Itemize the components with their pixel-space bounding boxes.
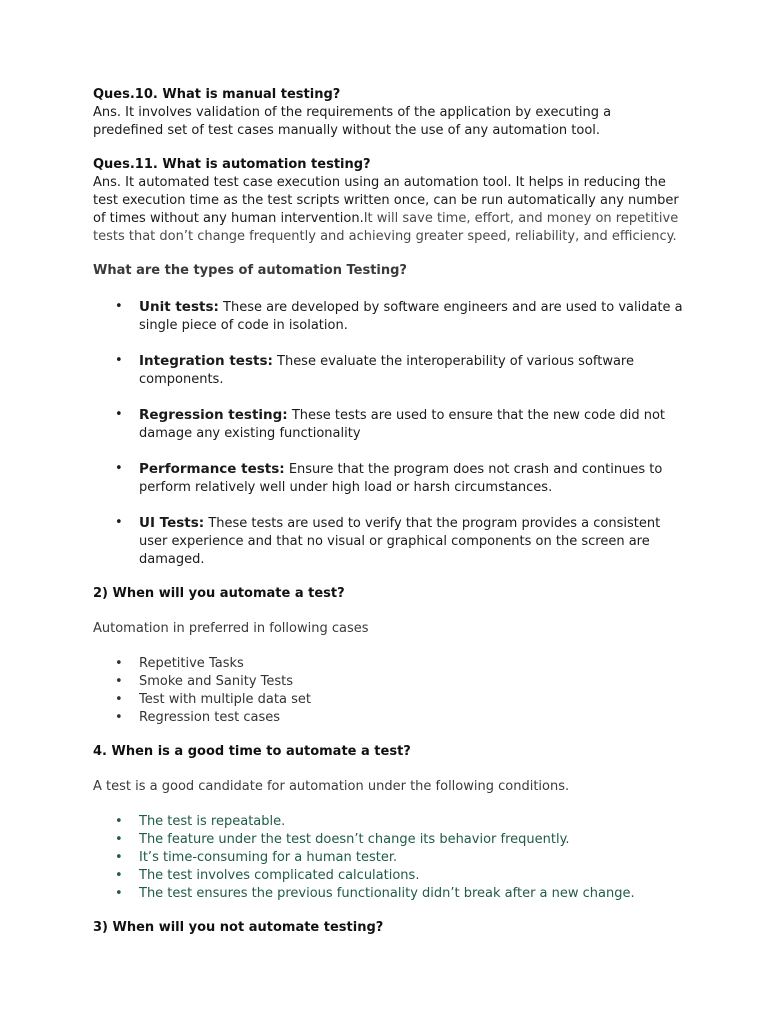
when-automate-intro: Automation in preferred in following cases [93, 621, 369, 636]
bullet-icon: • [115, 832, 123, 847]
type-desc: These tests are used to verify that the program provides a consistent user experience and that no visual or graphical components on the screen are damaged. [139, 516, 661, 567]
bullet-icon: • [115, 299, 123, 314]
q11-heading: Ques.11. What is automation testing? [93, 157, 371, 172]
list-item [93, 813, 683, 831]
type-desc: These tests are used to ensure that the new code did not damage any existing functionality [139, 408, 665, 441]
list-item-text: The feature under the test doesn’t change its behavior frequently. [139, 832, 570, 847]
list-item [93, 352, 683, 389]
list-item [93, 691, 683, 709]
list-item-text: Test with multiple data set [139, 692, 311, 707]
not-automate-heading: 3) When will you not automate testing? [93, 920, 384, 935]
list-item [93, 673, 683, 691]
bullet-icon: • [115, 814, 123, 829]
q11-answer-extra: It will save time, effort, and money on repetitive tests that don’t change frequently and achieving greater speed, reliability, and efficiency. [93, 211, 679, 244]
good-time-heading: 4. When is a good time to automate a test? [93, 744, 411, 759]
q11-answer [93, 174, 683, 246]
list-item [93, 867, 683, 885]
bullet-icon: • [115, 710, 123, 725]
q10-heading: Ques.10. What is manual testing? [93, 87, 341, 102]
document-page [93, 86, 683, 937]
list-item [93, 460, 683, 497]
list-item-text: The test ensures the previous functionality didn’t break after a new change. [139, 886, 635, 901]
list-item-text: Repetitive Tasks [139, 656, 244, 671]
list-item-text: The test involves complicated calculations. [139, 868, 420, 883]
good-time-intro: A test is a good candidate for automation under the following conditions. [93, 779, 570, 794]
q11-answer-main: Ans. It automated test case execution using an automation tool. It helps in reducing the test execution time as the test scripts written once, can be run automatically any number of times without any human intervention. [93, 175, 679, 226]
q10-answer: Ans. It involves validation of the requirements of the application by executing a predefined set of test cases manually without the use of any automation tool. [93, 105, 612, 138]
bullet-icon: • [115, 674, 123, 689]
type-term: Performance tests: [139, 461, 285, 477]
list-item [93, 655, 683, 673]
list-item [93, 406, 683, 443]
bullet-icon: • [115, 886, 123, 901]
bullet-icon: • [115, 407, 123, 422]
bullet-icon: • [115, 353, 123, 368]
list-item-text: Regression test cases [139, 710, 280, 725]
types-heading: What are the types of automation Testing? [93, 263, 407, 278]
type-term: Unit tests: [139, 299, 219, 315]
type-term: UI Tests: [139, 515, 205, 531]
bullet-icon: • [115, 515, 123, 530]
list-item [93, 514, 683, 569]
bullet-icon: • [115, 656, 123, 671]
types-list [93, 298, 683, 569]
list-item [93, 831, 683, 849]
list-item-text: Smoke and Sanity Tests [139, 674, 294, 689]
when-automate-list [93, 655, 683, 727]
type-desc: Ensure that the program does not crash and continues to perform relatively well under high load or harsh circumstances. [139, 462, 663, 495]
list-item [93, 849, 683, 867]
list-item [93, 298, 683, 335]
type-term: Regression testing: [139, 407, 288, 423]
type-term: Integration tests: [139, 353, 273, 369]
list-item-text: It’s time-consuming for a human tester. [139, 850, 398, 865]
bullet-icon: • [115, 850, 123, 865]
list-item-text: The test is repeatable. [139, 814, 286, 829]
bullet-icon: • [115, 868, 123, 883]
type-desc: These evaluate the interoperability of various software components. [139, 354, 634, 387]
good-time-list [93, 813, 683, 903]
when-automate-heading: 2) When will you automate a test? [93, 586, 345, 601]
list-item [93, 885, 683, 903]
list-item [93, 709, 683, 727]
type-desc: These are developed by software engineers and are used to validate a single piece of code in isolation. [139, 300, 683, 333]
bullet-icon: • [115, 461, 123, 476]
bullet-icon: • [115, 692, 123, 707]
